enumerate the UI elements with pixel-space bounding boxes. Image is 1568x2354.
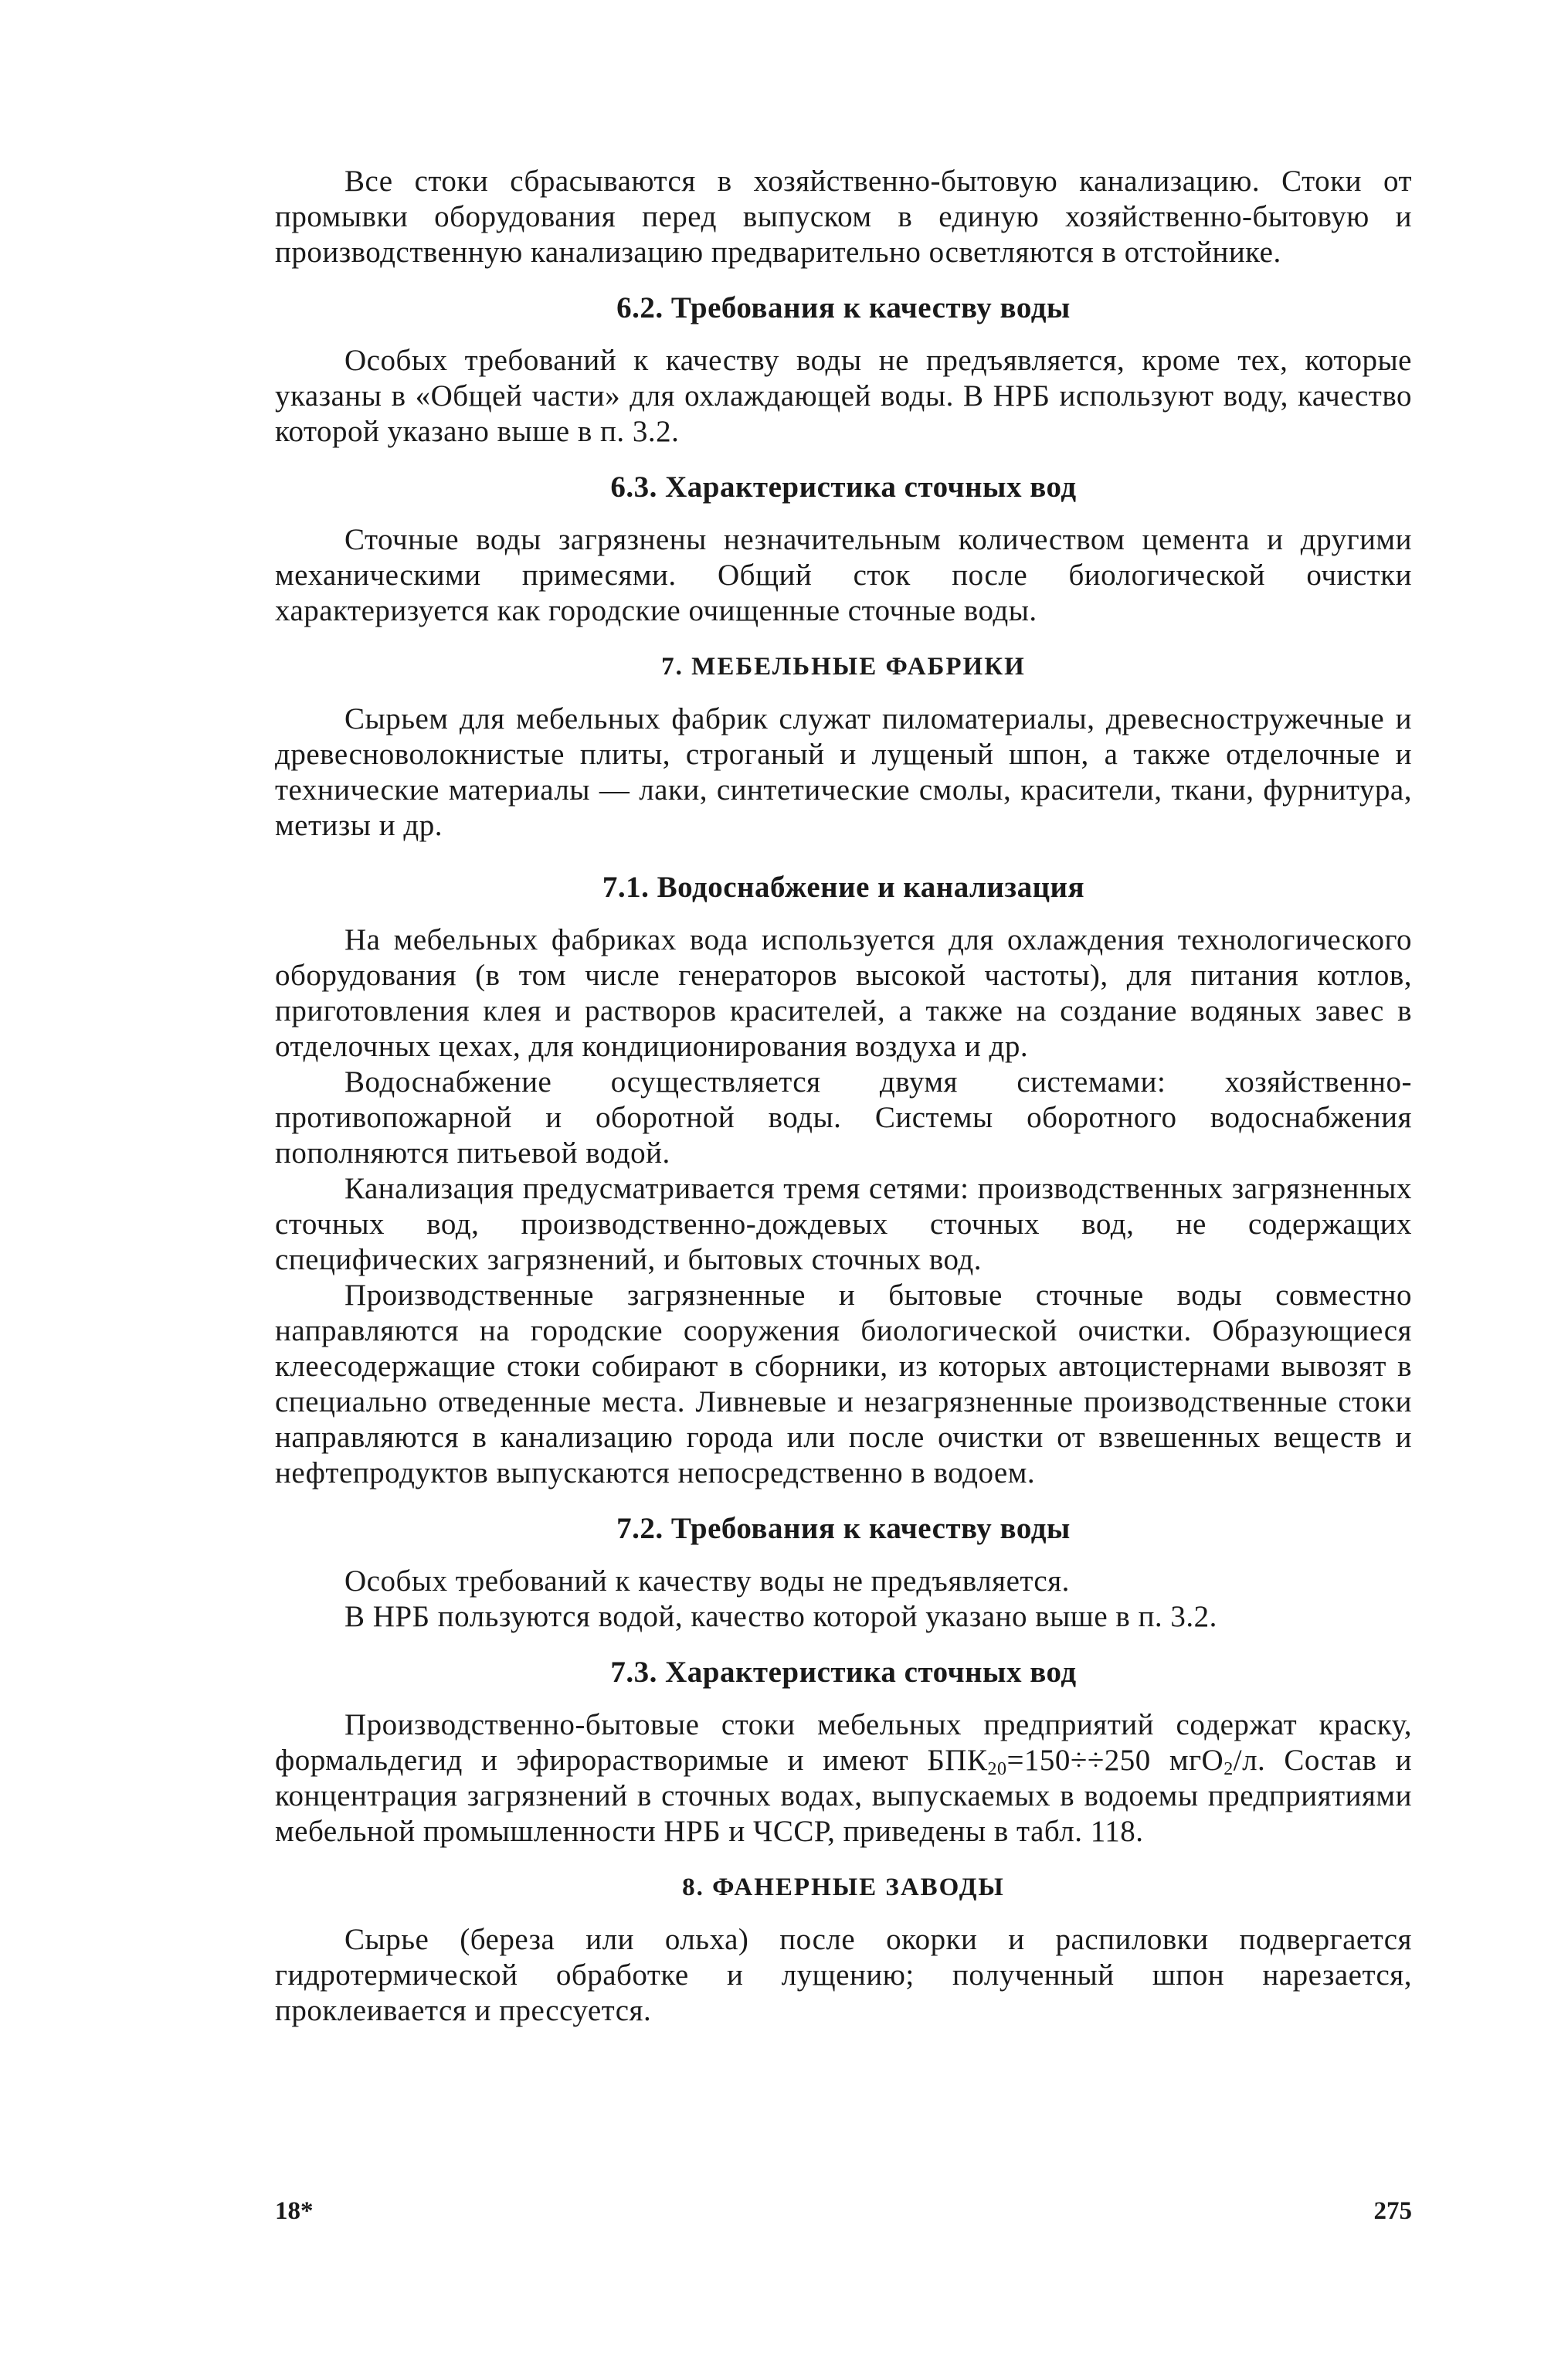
page-body (275, 164, 1412, 2029)
paragraph-7-1-c: Канализация предусматривается тремя сетями: производственных загрязненных сточных вод, производственно-дождевых сточных вод, не содержащих специфических загрязнений, и бытовых сточных вод. (275, 1172, 1412, 1276)
paragraph-7-2-a: Особых требований к качеству воды не предъявляется. (344, 1564, 1070, 1598)
paragraph-7-1-a: На мебельных фабриках вода используется для охлаждения технологического оборудования (в том числе генераторов высокой частоты), для питания котлов, приготовления клея и растворов красителей, а также на создание водяных завес в отделочных цехах, для кондиционирования воздуха и др. (275, 923, 1412, 1063)
paragraph-7-3-mid: =150÷÷250 мгО (1006, 1744, 1224, 1777)
paragraph-7: Сырьем для мебельных фабрик служат пиломатериалы, древесностружечные и древесноволокнистые плиты, строганый и лущеный шпон, а также отделочные и технические материалы — лаки, синтетические смолы, красители, ткани, фурнитура, метизы и др. (275, 702, 1412, 842)
paragraph-7-1-d: Производственные загрязненные и бытовые сточные воды совместно направляются на городские сооружения биологической очистки. Образующиеся клеесодержащие стоки собирают в сборники, из которых автоцистернами вывозят в специально отведенные места. Ливневые и незагрязненные производственные стоки направляются в канализацию города или после очистки от взвешенных веществ и нефтепродуктов выпускаются непосредственно в водоем. (275, 1279, 1412, 1490)
o2-subscript: 2 (1224, 1759, 1234, 1779)
paragraph-7-3-post: /л. Состав и концентрация загрязнений в сточных водах, выпускаемых в водоемы предприятиями мебельной промышленности НРБ и ЧССР, приведены в табл. 118. (275, 1744, 1412, 1848)
page-number: 275 (1373, 2197, 1412, 2225)
paragraph-6-3: Сточные воды загрязнены незначительным количеством цемента и другими механическими примесями. Общий сток после биологической очистки характеризуется как городские очищенные сточные воды. (275, 523, 1412, 627)
paragraph-8: Сырье (береза или ольха) после окорки и распиловки подвергается гидротермической обработке и лущению; полученный шпон нарезается, проклеивается и прессуется. (275, 1923, 1412, 2027)
heading-7-2: 7.2. Требования к качеству воды (616, 1512, 1071, 1545)
heading-7-1: 7.1. Водоснабжение и канализация (602, 871, 1085, 904)
paragraph-6-2: Особых требований к качеству воды не предъявляется, кроме тех, которые указаны в «Общей части» для охлаждающей воды. В НРБ используют воду, качество которой указано выше в п. 3.2. (275, 344, 1412, 448)
page-footer (275, 2197, 1412, 2226)
paragraph-7-1-b: Водоснабжение осуществляется двумя системами: хозяйственно-противопожарной и оборотной воды. Системы оборотного водоснабжения пополняются питьевой водой. (275, 1065, 1412, 1170)
heading-6-2: 6.2. Требования к качеству воды (616, 291, 1071, 324)
paragraph-7-2-b: В НРБ пользуются водой, качество которой указано выше в п. 3.2. (344, 1600, 1217, 1633)
paragraph-intro: Все стоки сбрасываются в хозяйственно-бытовую канализацию. Стоки от промывки оборудования перед выпуском в единую хозяйственно-бытовую и производственную канализацию предварительно осветляются в отстойнике. (275, 165, 1412, 269)
heading-8: 8. ФАНЕРНЫЕ ЗАВОДЫ (682, 1873, 1005, 1901)
signature-mark: 18* (275, 2197, 314, 2225)
paragraph-7-3 (275, 1707, 1412, 1850)
paragraph-7-3-pre: Производственно-бытовые стоки мебельных предприятий содержат краску, формальдегид и эфирорастворимые и имеют БПК (275, 1708, 1412, 1777)
heading-7-3: 7.3. Характеристика сточных вод (610, 1656, 1077, 1689)
bpk-subscript: 20 (987, 1759, 1007, 1779)
heading-7: 7. МЕБЕЛЬНЫЕ ФАБРИКИ (661, 653, 1026, 681)
heading-6-3: 6.3. Характеристика сточных вод (610, 470, 1077, 504)
